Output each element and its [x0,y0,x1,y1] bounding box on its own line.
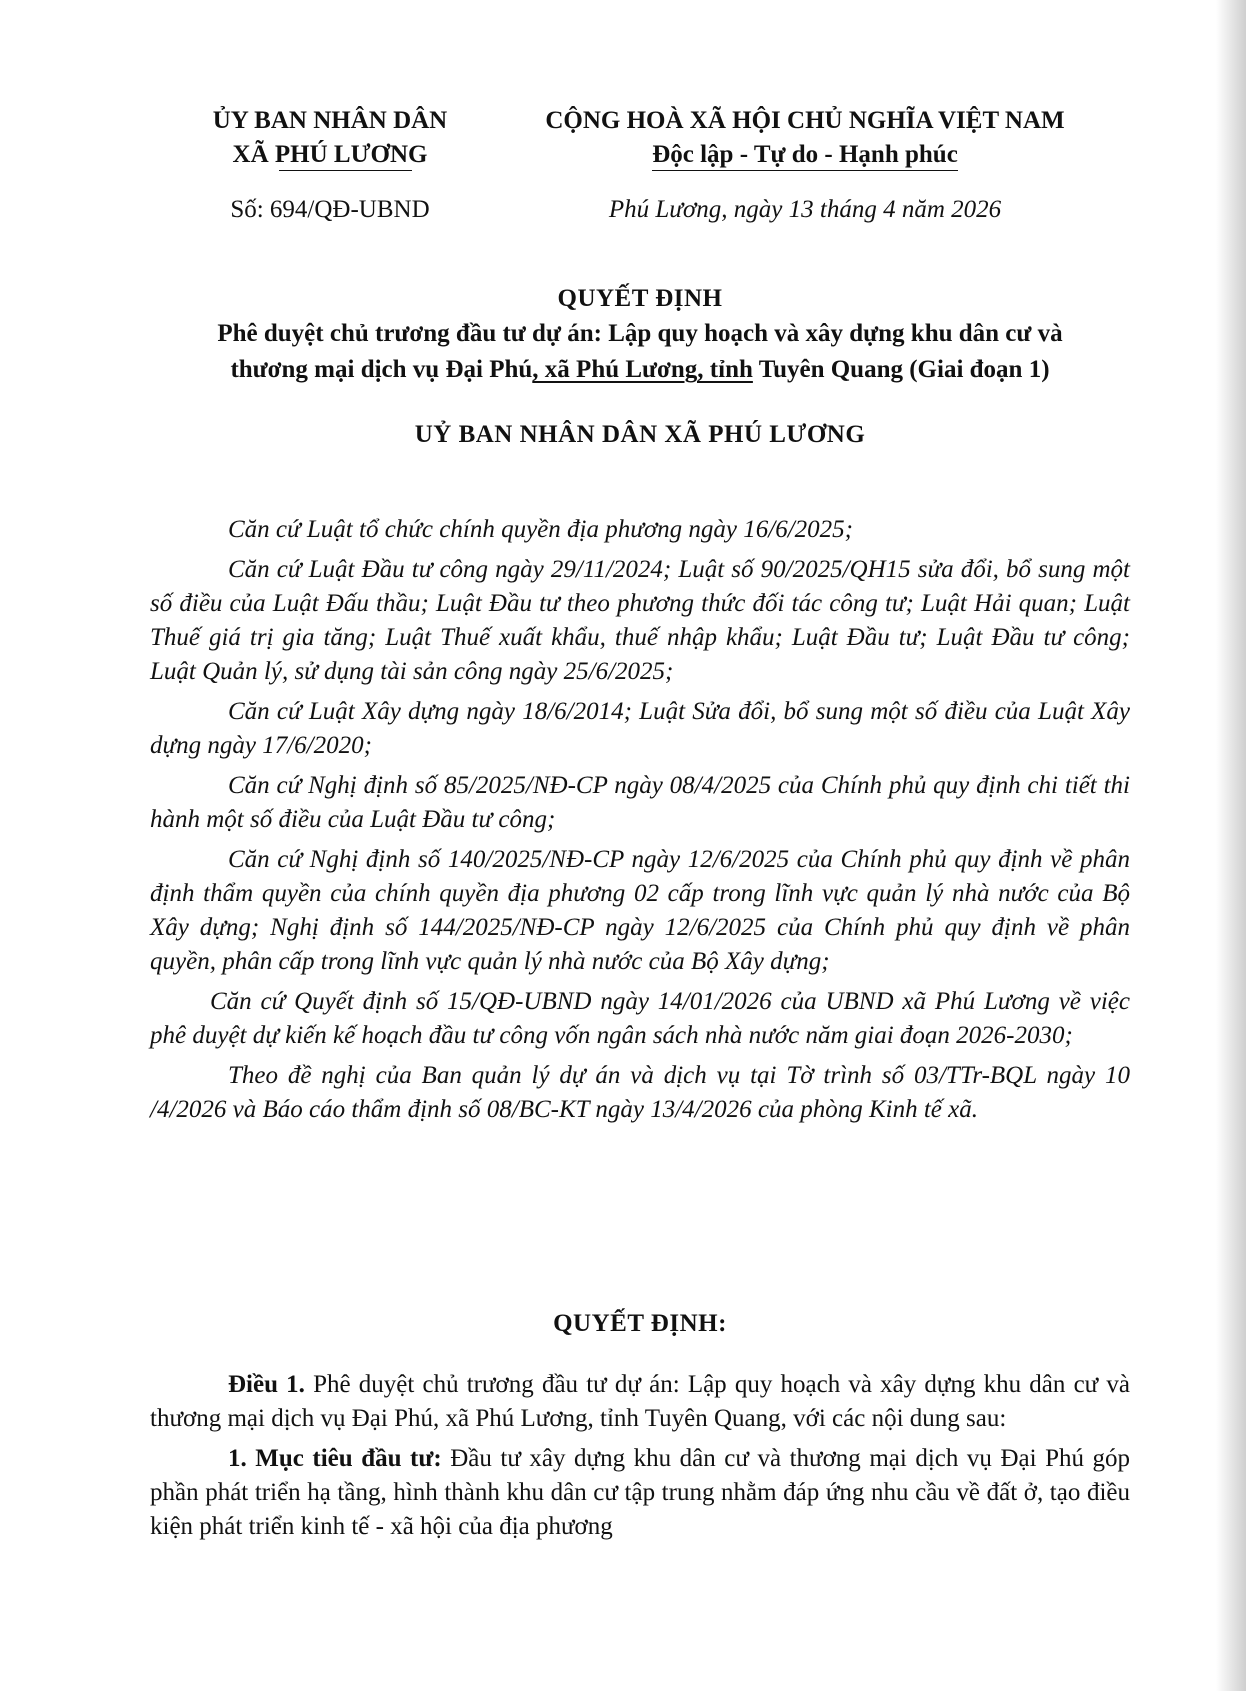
basis-paragraph: Căn cứ Quyết định số 15/QĐ-UBND ngày 14/01/2026 của UBND xã Phú Lương về việc phê duyệt dự kiến kế hoạch đầu tư công vốn ngân sách nhà nước năm giai đoạn 2026-2030; [150,988,1130,1049]
agency-header [190,104,470,172]
agency-commune [190,138,470,172]
nation-header [505,104,1105,172]
agency-commune-text: XÃ PHÚ LƯƠNG [233,138,428,172]
page-edge-shadow [1216,0,1246,1691]
document-title [150,282,1130,388]
title-heading: QUYẾT ĐỊNH [557,285,723,312]
basis-paragraph: Căn cứ Nghị định số 140/2025/NĐ-CP ngày 12/6/2025 của Chính phủ quy định về phân định thẩm quyền của chính quyền địa phương 02 cấp trong lĩnh vực quản lý nhà nước của Bộ Xây dựng; Nghị định số 144/2025/NĐ-CP ngày 12/6/2025 của Chính phủ quy định về phân quyền, phân cấp trong lĩnh vực quản lý nhà nước của Bộ Xây dựng; [150,846,1130,975]
basis-paragraph: Căn cứ Luật Xây dựng ngày 18/6/2014; Luật Sửa đổi, bổ sung một số điều của Luật Xây dựng ngày 17/6/2020; [150,698,1130,759]
item-1 [150,1442,1130,1544]
nation-motto [505,138,1105,172]
basis-paragraph: Theo đề nghị của Ban quản lý dự án và dịch vụ tại Tờ trình số 03/TTr-BQL ngày 10 /4/2026 và Báo cáo thẩm định số 08/BC-KT ngày 13/4/2026 của phòng Kinh tế xã. [150,1062,1130,1123]
title-subject-line2 [150,352,1130,388]
issuer-heading: UỶ BAN NHÂN DÂN XÃ PHÚ LƯƠNG [414,421,866,448]
basis-paragraph: Căn cứ Luật Đầu tư công ngày 29/11/2024; Luật số 90/2025/QH15 sửa đổi, bổ sung một số điều của Luật Đấu thầu; Luật Đầu tư theo phương thức đối tác công tư; Luật Hải quan; Luật Thuế giá trị gia tăng; Luật Thuế xuất khẩu, thuế nhập khẩu; Luật Đầu tư; Luật Đầu tư công; Luật Quản lý, sử dụng tài sản công ngày 25/6/2025; [150,556,1130,685]
article-1-label: Điều 1. [228,1371,305,1398]
agency-name: ỦY BAN NHÂN DÂN [212,107,448,134]
article-1-text: Phê duyệt chủ trương đầu tư dự án: Lập quy hoạch và xây dựng khu dân cư và thương mại dịch vụ Đại Phú, xã Phú Lương, tỉnh Tuyên Quang, với các nội dung sau: [150,1371,1130,1432]
nation-motto-text: Độc lập - Tự do - Hạnh phúc [652,140,958,171]
item-1-label: 1. Mục tiêu đầu tư: [228,1445,442,1472]
legal-bases [150,513,1130,1133]
basis-paragraph: Căn cứ Nghị định số 85/2025/NĐ-CP ngày 08/4/2025 của Chính phủ quy định chi tiết thi hành một số điều của Luật Đầu tư công; [150,772,1130,833]
subject-part-a: thương mại dịch vụ Đại Phú [230,356,533,383]
decision-heading: QUYẾT ĐỊNH: [553,1310,727,1337]
article-1 [150,1368,1130,1436]
nation-name: CỘNG HOÀ XÃ HỘI CHỦ NGHĨA VIỆT NAM [545,107,1065,134]
subject-part-b: , xã Phú Lương, tỉnh [532,356,753,383]
place-date: Phú Lương, ngày 13 tháng 4 năm 2026 [608,196,1002,223]
subject-part-c: Tuyên Quang (Giai đoạn 1) [752,356,1050,383]
articles [150,1368,1130,1550]
basis-paragraph: Căn cứ Luật tổ chức chính quyền địa phương ngày 16/6/2025; [228,516,853,543]
item-1-text: Đầu tư xây dựng khu dân cư và thương mại dịch vụ Đại Phú góp phần phát triển hạ tầng, hình thành khu dân cư tập trung nhằm đáp ứng nhu cầu về đất ở, tạo điều kiện phát triển kinh tế - xã hội của địa phương [150,1445,1130,1540]
document-number: Số: 694/QĐ-UBND [230,196,430,223]
title-subject-line1: Phê duyệt chủ trương đầu tư dự án: Lập quy hoạch và xây dựng khu dân cư và [217,320,1063,347]
